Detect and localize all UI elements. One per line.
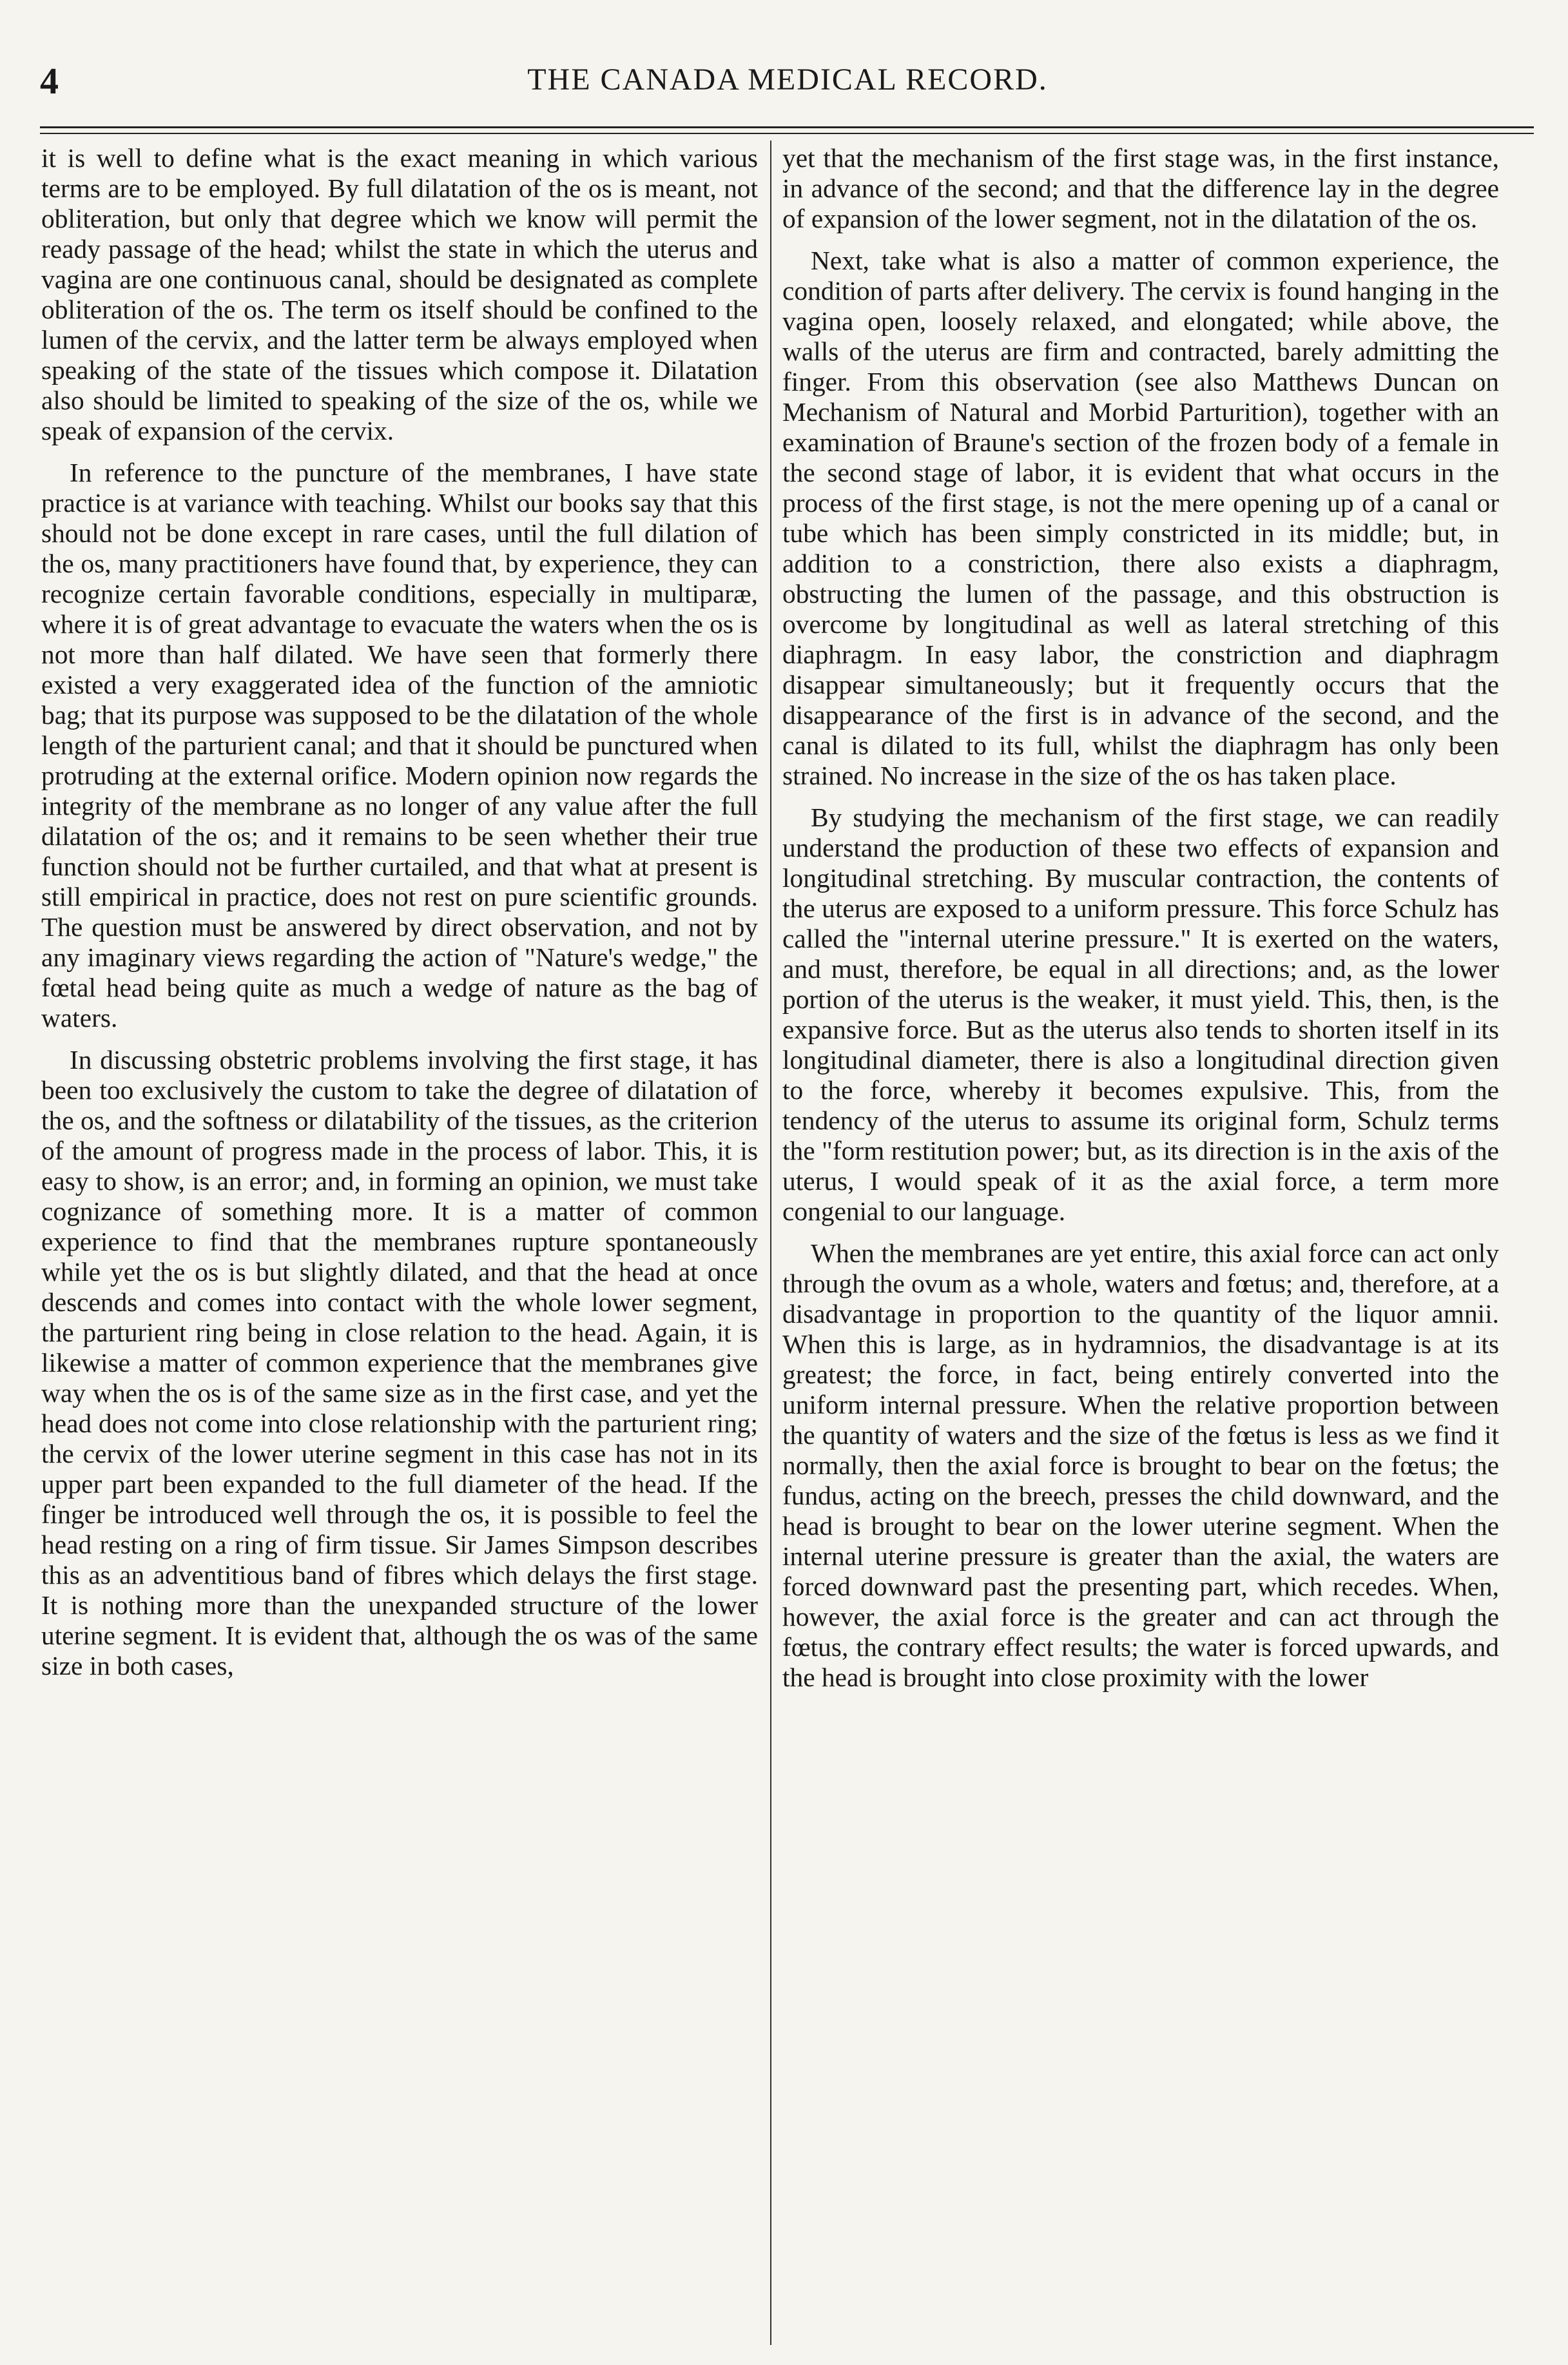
paragraph: it is well to define what is the exact meaning in which various terms are to be employed. By full dilatation of the os is meant, not obliteration, but only that degree which we know will permit the ready passage of the head; whilst the state in which the uterus and vagina are one continuous canal, should be designated as complete obliteration of the os. The term os itself should be confined to the lumen of the cervix, and the latter term be always employed when speaking of the state of the tissues which compose it. Dilatation also should be limited to speaking of the size of the os, while we speak of expansion of the cervix. bbox=[41, 143, 758, 445]
header-rule-thin bbox=[40, 133, 1534, 134]
paragraph: When the membranes are yet entire, this axial force can act only through the ovum as a whole, waters and fœtus; and, therefore, at a disadvantage in proportion to the quantity of the liquor amnii. When this is large, as in hydramnios, the disadvantage is at its greatest; the force, in fact, being entirely converted into the uniform internal pressure. When the relative proportion between the quantity of waters and the size of the fœtus is less as we find it normally, then the axial force is brought to bear on the fœtus; the fundus, acting on the breech, presses the child downward, and the head is brought to bear on the lower uterine segment. When the internal uterine pressure is greater than the axial, the waters are forced downward past the presenting part, which recedes. When, however, the axial force is the greater and can act through the fœtus, the contrary effect results; the water is forced upwards, and the head is brought into close proximity with the lower bbox=[782, 1238, 1499, 1692]
page-number: 4 bbox=[40, 60, 59, 102]
right-column bbox=[782, 143, 1499, 2348]
page-header bbox=[40, 59, 1535, 117]
paragraph: By studying the mechanism of the first stage, we can readily understand the production of these two effects of expansion and longitudinal stretching. By muscular contraction, the contents of the uterus are exposed to a uniform pressure. This force Schulz has called the "internal uterine pressure." It is exerted on the waters, and must, therefore, be equal in all directions; and, as the lower portion of the uterus is the weaker, it must yield. This, then, is the expansive force. But as the uterus also tends to shorten itself in its longitudinal diameter, there is also a longitudinal direction given to the force, whereby it becomes expulsive. This, from the tendency of the uterus to assume its original form, Schulz terms the "form restitution power; but, as its direction is in the axis of the uterus, I would speak of it as the axial force, a term more congenial to our language. bbox=[782, 803, 1499, 1226]
running-title: THE CANADA MEDICAL RECORD. bbox=[527, 63, 1048, 97]
left-column bbox=[41, 143, 758, 2348]
paragraph: In discussing obstetric problems involving the first stage, it has been too exclusively the custom to take the degree of dilatation of the os, and the softness or dilatability of the tissues, as the criterion of the amount of progress made in the process of labor. This, it is easy to show, is an error; and, in forming an opinion, we must take cognizance of something more. It is a matter of common experience to find that the membranes rupture spontaneously while yet the os is but slightly dilated, and that the head at once descends and comes into contact with the whole lower segment, the parturient ring being in close relation to the head. Again, it is likewise a matter of common experience that the membranes give way when the os is of the same size as in the first case, and yet the head does not come into close relationship with the parturient ring; the cervix of the lower uterine segment in this case has not in its upper part been expanded to the full diameter of the head. If the finger be introduced well through the os, it is possible to feel the head resting on a ring of firm tissue. Sir James Simpson describes this as an adventitious band of fibres which delays the first stage. It is nothing more than the unexpanded structure of the lower uterine segment. It is evident that, although the os was of the same size in both cases, bbox=[41, 1045, 758, 1680]
paragraph: yet that the mechanism of the first stage was, in the first instance, in advance of the second; and that the difference lay in the degree of expansion of the lower segment, not in the dilatation of the os. bbox=[782, 143, 1499, 233]
paragraph: In reference to the puncture of the membranes, I have state practice is at variance with teaching. Whilst our books say that this should not be done except in rare cases, until the full dilation of the os, many practitioners have found that, by experience, they can recognize certain favorable conditions, especially in multiparæ, where it is of great advantage to evacuate the waters when the os is not more than half dilated. We have seen that formerly there existed a very exaggerated idea of the function of the amniotic bag; that its purpose was supposed to be the dilatation of the whole length of the parturient canal; and that it should be punctured when protruding at the external orifice. Modern opinion now regards the integrity of the membrane as no longer of any value after the full dilatation of the os; and it remains to be seen whether their true function should not be further curtailed, and that what at present is still empirical in practice, does not rest on pure scientific grounds. The question must be answered by direct observation, and not by any imaginary views regarding the action of "Nature's wedge," the fœtal head being quite as much a wedge of nature as the bag of waters. bbox=[41, 458, 758, 1033]
column-divider bbox=[770, 141, 771, 2345]
header-rule bbox=[40, 126, 1534, 128]
paragraph: Next, take what is also a matter of common experience, the condition of parts after delivery. The cervix is found hanging in the vagina open, loosely relaxed, and elongated; while above, the walls of the uterus are firm and contracted, barely admitting the finger. From this observation (see also Matthews Duncan on Mechanism of Natural and Morbid Parturition), together with an examination of Braune's section of the frozen body of a female in the second stage of labor, it is evident that what occurs in the process of the first stage, is not the mere opening up of a canal or tube which has been simply constricted in its middle; but, in addition to a constriction, there also exists a diaphragm, obstructing the lumen of the passage, and this obstruction is overcome by longitudinal as well as lateral stretching of this diaphragm. In easy labor, the constriction and diaphragm disappear simultaneously; but it frequently occurs that the disappearance of the first is in advance of the second, and the canal is dilated to its full, whilst the diaphragm has only been strained. No increase in the size of the os has taken place. bbox=[782, 246, 1499, 790]
